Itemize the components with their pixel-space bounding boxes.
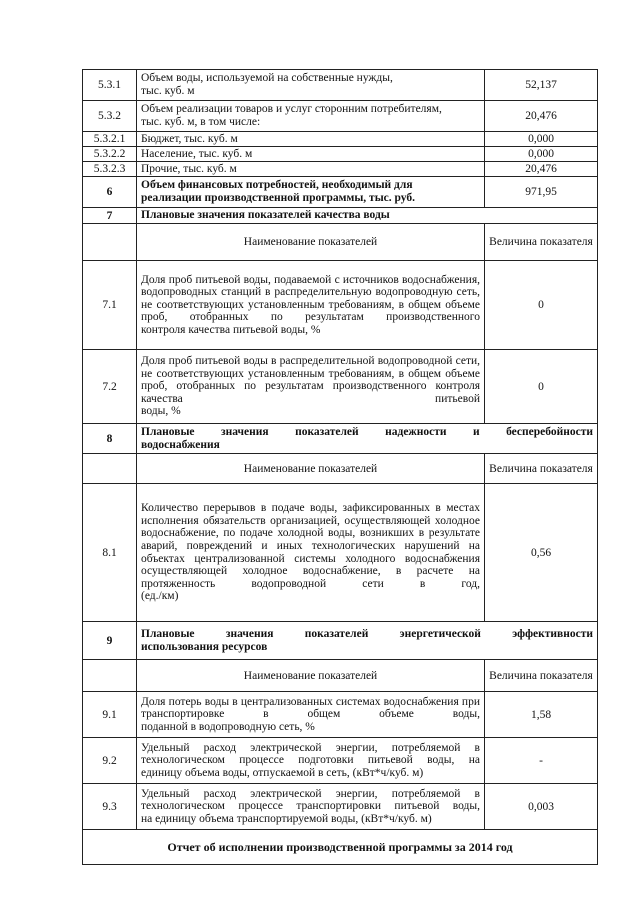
section-title: Плановые значения показателей качества воды <box>137 208 598 224</box>
row-value: 0,000 <box>485 147 598 162</box>
row-text: Прочие, тыс. куб. м <box>137 162 485 177</box>
row-value: 0,56 <box>485 484 598 622</box>
row-text-last: поданной в водопроводную сеть, % <box>141 720 315 733</box>
header-name: Наименование показателей <box>137 660 485 692</box>
row-text <box>137 738 485 784</box>
row-text <box>137 350 485 424</box>
row-text: Бюджет, тыс. куб. м <box>137 132 485 147</box>
table-header-row <box>83 454 598 484</box>
section-title <box>137 424 598 454</box>
row-text <box>137 261 485 350</box>
table-row <box>83 162 598 177</box>
row-text <box>137 177 485 208</box>
row-number: 5.3.1 <box>83 70 137 101</box>
row-text-line: Объем финансовых потребностей, необходимый для <box>141 179 413 192</box>
row-text <box>137 692 485 738</box>
section-title-row <box>83 208 598 224</box>
row-number: 8.1 <box>83 484 137 622</box>
row-text <box>137 784 485 830</box>
row-text <box>137 70 485 101</box>
section-title-row <box>83 622 598 660</box>
row-number: 5.3.2.1 <box>83 132 137 147</box>
header-value: Величина показателя <box>485 224 598 261</box>
section-number: 8 <box>83 424 137 454</box>
table-row <box>83 484 598 622</box>
table-row <box>83 132 598 147</box>
row-number: 9.1 <box>83 692 137 738</box>
report-title-row <box>83 830 598 865</box>
row-value: 0,000 <box>485 132 598 147</box>
row-text-body: Доля потерь воды в централизованных системах водоснабжения при транспортировке в общем объеме воды, <box>141 695 480 721</box>
row-number: 7.1 <box>83 261 137 350</box>
header-value: Величина показателя <box>485 660 598 692</box>
row-value: 20,476 <box>485 101 598 132</box>
header-name: Наименование показателей <box>137 454 485 484</box>
header-value: Величина показателя <box>485 454 598 484</box>
row-text-line: тыс. куб. м, в том числе: <box>141 116 261 128</box>
table-header-row <box>83 660 598 692</box>
section-title-body: Плановые значения показателей надежности и бесперебойности <box>141 425 593 438</box>
empty-cell <box>83 454 137 484</box>
row-text-line: реализации производственной программы, тыс. руб. <box>141 192 415 204</box>
table-row <box>83 784 598 830</box>
table-row <box>83 70 598 101</box>
row-text-last: воды, % <box>141 405 181 418</box>
section-number: 7 <box>83 208 137 224</box>
row-number: 9.2 <box>83 738 137 784</box>
row-number: 6 <box>83 177 137 208</box>
row-number: 5.3.2.3 <box>83 162 137 177</box>
row-value: - <box>485 738 598 784</box>
row-text-body: Доля проб питьевой воды в распределительной водопроводной сети, не соответствующих установленным требованиям, в общем объеме проб, отобранных по результатам производственного контроля качества питьевой <box>141 355 480 405</box>
section-title-row <box>83 424 598 454</box>
row-text <box>137 484 485 622</box>
table-row <box>83 261 598 350</box>
header-name: Наименование показателей <box>137 224 485 261</box>
row-value: 1,58 <box>485 692 598 738</box>
table-row <box>83 147 598 162</box>
section-title-last: водоснабжения <box>141 438 220 451</box>
row-text-last: единицу объема воды, отпускаемой в сеть, (кВт*ч/куб. м) <box>141 766 424 779</box>
section-title-last: использования ресурсов <box>141 640 268 653</box>
row-number: 7.2 <box>83 350 137 424</box>
row-value: 971,95 <box>485 177 598 208</box>
row-text-line: тыс. куб. м <box>141 85 195 97</box>
section-title-body: Плановые значения показателей энергетической эффективности <box>141 627 593 640</box>
empty-cell <box>83 224 137 261</box>
row-text-line: Объем воды, используемой на собственные нужды, <box>141 72 393 85</box>
row-number: 5.3.2 <box>83 101 137 132</box>
row-text-last: контроля качества питьевой воды, % <box>141 323 321 336</box>
program-table <box>82 69 598 865</box>
empty-cell <box>83 660 137 692</box>
table-header-row <box>83 224 598 261</box>
row-text-body: Удельный расход электрической энергии, потребляемой в технологическом процессе транспортировки питьевой воды, <box>141 787 480 813</box>
table-row <box>83 177 598 208</box>
row-text-body: Доля проб питьевой воды, подаваемой с источников водоснабжения, водопроводных станций в распределительную водопроводную сеть, не соответствующих установленным требованиям, в общем объеме проб, отобранных по результатам производственного <box>141 273 480 324</box>
section-number: 9 <box>83 622 137 660</box>
row-value: 0 <box>485 350 598 424</box>
row-value: 52,137 <box>485 70 598 101</box>
row-text-body: Удельный расход электрической энергии, потребляемой в технологическом процессе подготовки питьевой воды, на <box>141 741 480 767</box>
row-number: 5.3.2.2 <box>83 147 137 162</box>
row-value: 0 <box>485 261 598 350</box>
row-text: Население, тыс. куб. м <box>137 147 485 162</box>
row-value: 20,476 <box>485 162 598 177</box>
row-text-last: (ед./км) <box>141 590 179 603</box>
table-row <box>83 350 598 424</box>
row-value: 0,003 <box>485 784 598 830</box>
row-text-last: на единицу объема транспортируемой воды, (кВт*ч/куб. м) <box>141 812 432 825</box>
row-text-line: Объем реализации товаров и услуг сторонним потребителям, <box>141 103 442 116</box>
row-text <box>137 101 485 132</box>
table-row <box>83 101 598 132</box>
row-text-body: Количество перерывов в подаче воды, зафиксированных в местах исполнения обязательств организацией, осуществляющей холодное водоснабжение, по подаче холодной воды, возникших в результате аварий, повреждений и иных технологических нарушений на объектах централизованной системы холодного водоснабжения осуществляющей холодное водоснабжение, в расчете на протяженность водопроводной сети в год, <box>141 502 480 590</box>
table-row <box>83 738 598 784</box>
report-title: Отчет об исполнении производственной программы за 2014 год <box>83 830 598 865</box>
row-number: 9.3 <box>83 784 137 830</box>
table-row <box>83 692 598 738</box>
section-title <box>137 622 598 660</box>
